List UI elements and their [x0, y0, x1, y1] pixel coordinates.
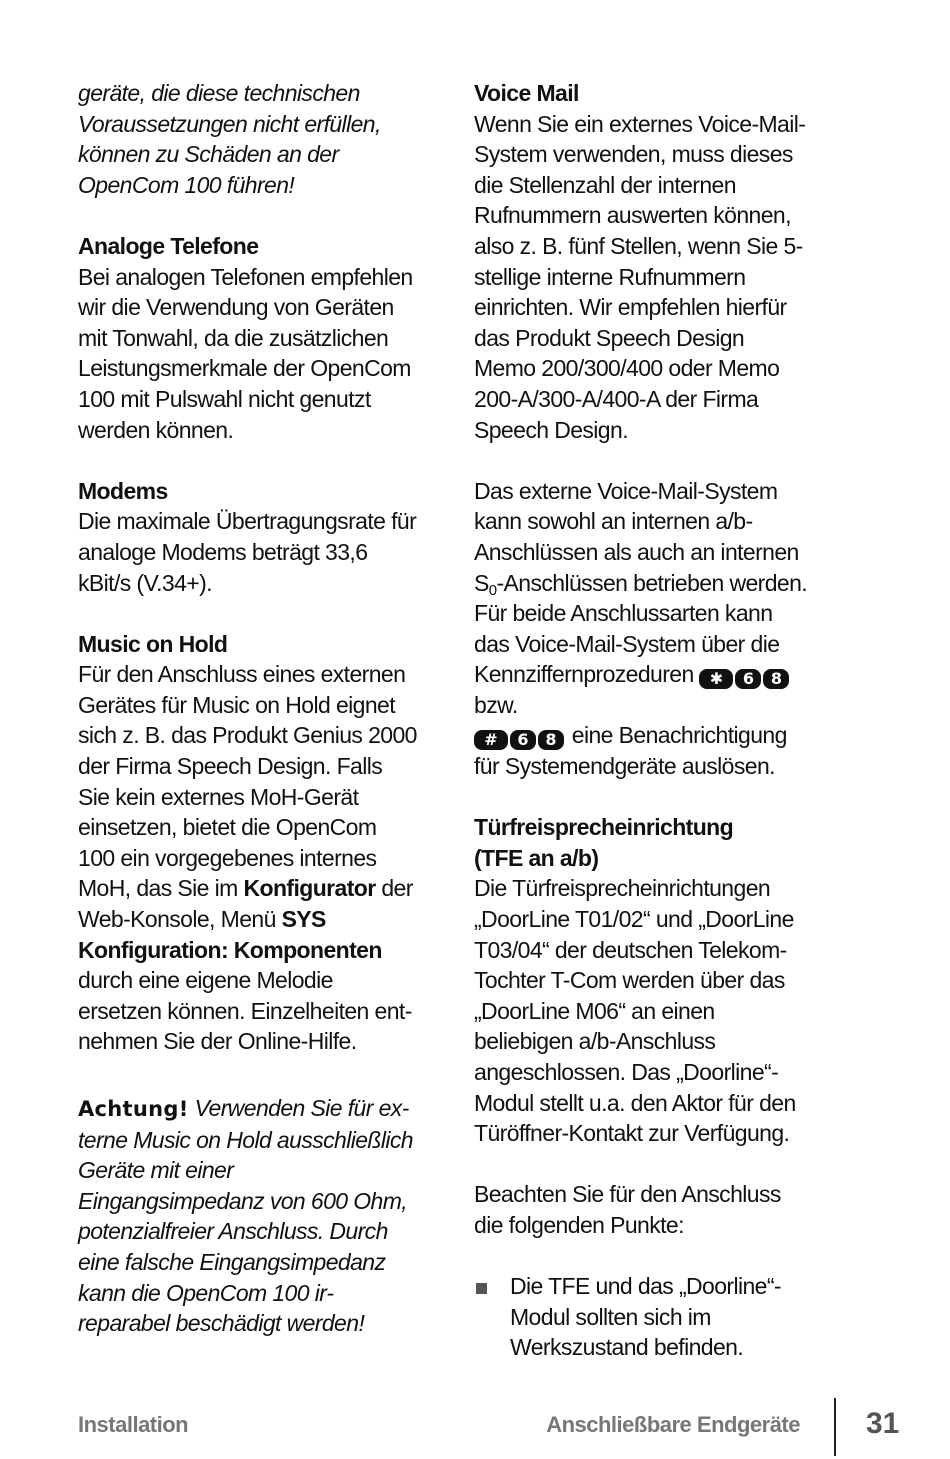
- footer-section-label: Installation: [78, 1412, 189, 1437]
- music-body-part-2: der Web-Konsole, Menü: [78, 875, 413, 933]
- vm-text-4: eine Benachrichtigung für Systemendgeräte auslösen.: [474, 722, 787, 780]
- tfe-body: Die Türfreisprecheinrichtungen „DoorLine T01/02“ und „DoorLine T03/04“ der deutschen Telekom-Tochter T-Com werden über das „DoorLine M06“ an einen beliebigen a/b-Anschluss angeschlossen. Das „Doorline“-Modul stellt u.a. den Aktor für den Türöffner-Kontakt zur Verfügung.: [474, 875, 796, 1147]
- tfe-heading-line-2: (TFE an a/b): [474, 844, 599, 871]
- star-key-icon: ✱: [699, 669, 733, 689]
- right-column: [474, 78, 809, 1363]
- page-number: 31: [866, 1407, 900, 1440]
- voice-mail-heading: Voice Mail: [474, 80, 579, 106]
- music-on-hold-body: [78, 659, 418, 1057]
- music-on-hold-heading: Music on Hold: [78, 630, 228, 657]
- analog-phones-body: Bei analogen Telefonen empfehlen wir die Verwendung von Geräten mit Tonwahl, da die zusätzlichen Leistungsmerkmale der OpenCom 100 mit Pulswahl nicht genutzt werden können.: [78, 263, 413, 443]
- voice-mail-body: Wenn Sie ein externes Voice-Mail-System verwenden, muss dieses die Stellenzahl der internen Rufnummern auswerten können, also z. B. fünf Stellen, wenn Sie 5-stellige interne Rufnummern einrichten. Wir empfehlen hierfür das Produkt Speech Design Memo 200/300/400 oder Memo 200-A/300-A/400-A der Firma Speech Design.: [474, 110, 806, 443]
- konfigurator-term: Konfigurator: [243, 875, 376, 902]
- vm-text-3: bzw.: [474, 691, 518, 718]
- key-6-icon: 6: [735, 669, 761, 689]
- vm-text-2: -Anschlüssen betrieben werden. Für beide Anschlussarten kann das Voice-Mail-System über die Kennziffernprozeduren: [474, 569, 808, 688]
- s0-subscript: 0: [488, 581, 497, 599]
- menu-path-term: SYS Konfiguration: Komponenten: [78, 906, 382, 963]
- voice-mail-system-paragraph: [474, 476, 809, 782]
- key-6-icon: 6: [510, 730, 536, 750]
- modems-heading: Modems: [78, 477, 168, 504]
- music-body-part-1: Für den Anschluss eines externen Gerätes für Music on Hold eignet sich z. B. das Produkt Genius 2000 der Firma Speech Design. Falls Sie kein externes MoH-Gerät einsetzen, bietet die OpenCom 100 ein vorgegebenes internes MoH, das Sie im: [78, 661, 417, 902]
- list-item: [474, 1271, 809, 1363]
- vm-text-1: Das externe Voice-Mail-System kann sowohl an internen a/b-Anschlüssen als auch an internen S: [474, 477, 799, 596]
- tfe-heading-line-1: Türfreisprecheinrichtung: [474, 814, 734, 841]
- beachten-text: Beachten Sie für den Anschluss die folgenden Punkte:: [474, 1181, 781, 1238]
- achtung-label: Achtung!: [78, 1097, 189, 1121]
- key-8-icon: 8: [538, 730, 564, 750]
- key-8-icon: 8: [763, 669, 789, 689]
- achtung-warning: [78, 1093, 418, 1339]
- left-column: [78, 78, 418, 1339]
- footer-chapter-label: Anschließbare Endgeräte: [546, 1412, 800, 1437]
- intro-warning-text: geräte, die diese technischen Voraussetzungen nicht erfüllen, können zu Schäden an der OpenCom 100 führen!: [78, 80, 381, 198]
- modems-body: Die maximale Übertragungsrate für analoge Modems beträgt 33,6 kBit/s (V.34+).: [78, 508, 417, 596]
- footer-divider: [834, 1398, 836, 1456]
- hash-key-icon: #: [474, 730, 508, 750]
- square-bullet-icon: [474, 1271, 510, 1363]
- analog-phones-heading: Analoge Telefone: [78, 232, 259, 259]
- achtung-text: Verwenden Sie für externe Music on Hold ausschließlich Geräte mit einer Eingangsimpedanz von 600 Ohm, potenzialfreier Anschluss. Durch eine falsche Eingangsimpedanz kann die OpenCom 100 irreparabel beschädigt werden!: [78, 1095, 413, 1337]
- music-body-part-3: durch eine eigene Melodie ersetzen können. Einzelheiten entnehmen Sie der Online-Hilfe.: [78, 967, 413, 1055]
- list-item-text: Die TFE und das „Doorline“-Modul sollten sich im Werkszustand befinden.: [510, 1273, 781, 1361]
